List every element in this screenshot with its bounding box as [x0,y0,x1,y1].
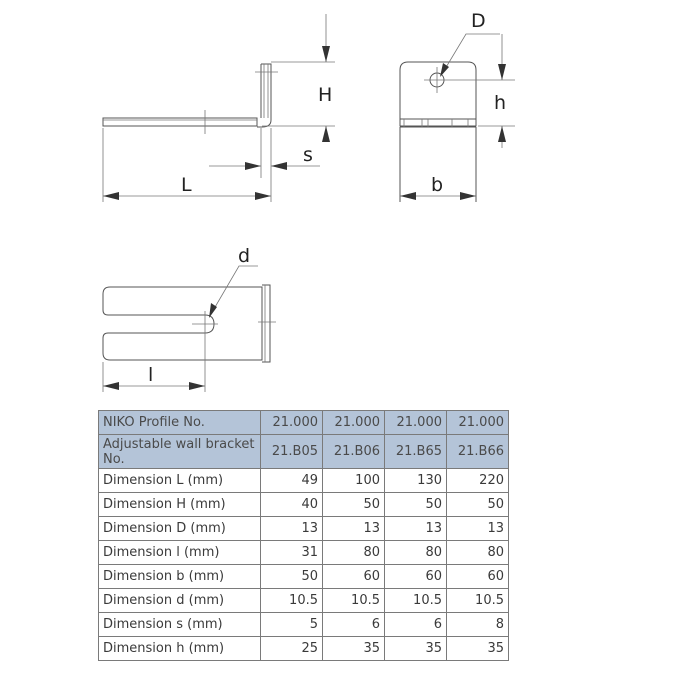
h-arrow-top [322,46,330,62]
table-row [99,517,509,541]
b-arrow-left [400,192,416,200]
table-cell: 60 [385,565,447,589]
row-label: Dimension b (mm) [99,565,261,589]
table-cell: 10.5 [323,589,385,613]
row-label: Dimension L (mm) [99,469,261,493]
table-row [99,541,509,565]
header-cell: 21.B06 [323,435,385,469]
label-l: l [148,364,154,386]
ll-arrow-left [103,382,119,390]
label-L: L [181,174,192,196]
row-label: Dimension l (mm) [99,541,261,565]
header-cell: 21.000 [447,411,509,435]
ll-arrow-right [189,382,205,390]
header-cell: 21.B65 [385,435,447,469]
l-arrow-right [255,192,271,200]
h-arrow-bottom [322,126,330,142]
table-cell: 25 [261,637,323,661]
label-h: h [494,92,507,114]
table-cell: 5 [261,613,323,637]
row-label: Dimension s (mm) [99,613,261,637]
front-view [400,10,515,202]
table-cell: 31 [261,541,323,565]
table-cell: 50 [261,565,323,589]
table-cell: 100 [323,469,385,493]
table-cell: 40 [261,493,323,517]
header-label: Adjustable wall bracket No. [99,435,261,469]
top-view [103,245,276,392]
table-header-row [99,435,509,469]
header-cell: 21.B66 [447,435,509,469]
b-arrow-right [460,192,476,200]
label-D: D [471,10,486,32]
l-arrow-left [103,192,119,200]
label-s: s [303,144,313,166]
row-label: Dimension H (mm) [99,493,261,517]
table-cell: 49 [261,469,323,493]
table-row [99,589,509,613]
label-H: H [318,84,333,106]
header-cell: 21.000 [261,411,323,435]
table-row [99,493,509,517]
table-cell: 35 [323,637,385,661]
table-cell: 13 [447,517,509,541]
table-row [99,469,509,493]
row-label: Dimension d (mm) [99,589,261,613]
table-row [99,637,509,661]
side-view [103,14,335,202]
row-label: Dimension D (mm) [99,517,261,541]
table-cell: 130 [385,469,447,493]
table-cell: 50 [385,493,447,517]
table-cell: 10.5 [447,589,509,613]
table-cell: 60 [323,565,385,589]
table-cell: 80 [385,541,447,565]
label-d: d [238,245,251,267]
hh-arrow-bottom [498,126,506,142]
table-cell: 50 [323,493,385,517]
row-label: Dimension h (mm) [99,637,261,661]
s-arrow-left [245,162,261,170]
label-b: b [431,174,444,196]
table-cell: 13 [385,517,447,541]
table-cell: 6 [323,613,385,637]
table-cell: 6 [385,613,447,637]
table-cell: 60 [447,565,509,589]
table-cell: 10.5 [261,589,323,613]
table-header-row [99,411,509,435]
header-cell: 21.000 [323,411,385,435]
hh-arrow-top [498,64,506,80]
table-cell: 80 [447,541,509,565]
table-row [99,565,509,589]
table-row [99,613,509,637]
table-cell: 80 [323,541,385,565]
table-cell: 50 [447,493,509,517]
header-label: NIKO Profile No. [99,411,261,435]
table-cell: 8 [447,613,509,637]
table-cell: 220 [447,469,509,493]
table-cell: 35 [385,637,447,661]
table-cell: 13 [323,517,385,541]
s-arrow-right [271,162,287,170]
table-cell: 13 [261,517,323,541]
table-cell: 10.5 [385,589,447,613]
dimension-table [98,410,509,661]
table-cell: 35 [447,637,509,661]
header-cell: 21.B05 [261,435,323,469]
header-cell: 21.000 [385,411,447,435]
